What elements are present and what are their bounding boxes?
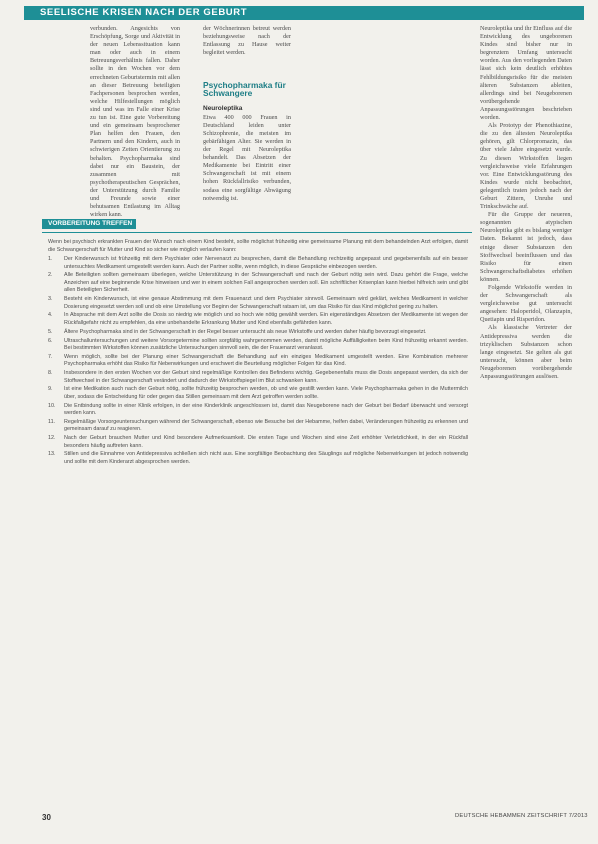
infobox-vorbereitung <box>42 232 472 809</box>
page-number: 30 <box>42 813 51 822</box>
column-right-paragraph-3: Für die Gruppe der neueren, sogenannten atypischen Neuroleptika gibt es bislang weniger Daten. Bekannt ist jedoch, dass einige dieser Substanzen den Stoffwechsel beeinflussen und das Risiko für einen Schwangerschaftsdiabetes erhöhen können. <box>480 211 572 283</box>
list-item-number: 9. <box>48 386 53 393</box>
list-item <box>42 272 468 295</box>
list-item-text: Ist eine Medikation auch nach der Geburt nötig, sollte frühzeitig besprochen werden, ob und wie gestillt werden kann. Viele Psychopharmaka gehen in die Muttermilch über, sodass die Entscheidung für oder gegen das Stillen gemeinsam mit dem Arzt getroffen werden sollte. <box>64 386 468 400</box>
subheading-neuroleptika: Neuroleptika <box>203 104 243 112</box>
list-item <box>42 329 468 337</box>
list-item-text: Insbesondere in den ersten Wochen vor der Geburt sind regelmäßige Kontrollen des Befindens wichtig. Gegebenenfalls muss die Dosis angepasst werden, da sich der Stoffwechsel in der Schwangerschaft verändert und dadurch der Wirkstoffspiegel im Blut schwanken kann. <box>64 370 468 384</box>
list-item-text: Stillen und die Einnahme von Antidepressiva schließen sich nicht aus. Eine sorgfältige Beobachtung des Säuglings auf mögliche Nebenwirkungen ist jedoch notwendig und sollte mit dem Kinderarzt abgesprochen werden. <box>64 451 468 466</box>
column-right-paragraph-4: Folgende Wirkstoffe werden in der Schwangerschaft als vergleichsweise gut untersucht angesehen: Haloperidol, Olanzapin, Quetiapin und Risperidon. <box>480 284 572 324</box>
column-right-paragraph-5: Als klassische Vertreter der Antidepressiva werden die trizyklischen Substanzen schon lange eingesetzt. Sie gelten als gut untersucht, können aber beim Neugeborenen vorübergehende Anpassungsstörungen auslösen. <box>480 324 572 381</box>
list-item-number: 12. <box>48 435 56 442</box>
section-header-title: SEELISCHE KRISEN NACH DER GEBURT <box>40 7 248 18</box>
list-item-number: 6. <box>48 337 53 344</box>
list-item-number: 1. <box>48 256 53 263</box>
list-item <box>42 312 468 327</box>
column-middle-paragraph: der Wöchnerinnen betreut werden beziehungsweise nach der Entlassung zu Hause weiter begleitet werden. <box>203 25 291 57</box>
list-item-text: Ältere Psychopharmaka sind in der Schwangerschaft in der Regel besser untersucht als neue Wirkstoffe und werden daher häufig bevorzugt eingesetzt. <box>64 328 427 335</box>
list-item-text: Der Kinderwunsch ist frühzeitig mit dem Psychiater oder Nervenarzt zu besprechen, damit die Behandlung rechtzeitig angepasst und gegebenenfalls auf ein besser untersuchtes Medikament umgestellt werden kann. Auch der Partner sollte, wenn möglich, in diese Gespräche einbezogen werden. <box>64 256 468 270</box>
list-item-number: 10. <box>48 402 56 409</box>
column-right-text <box>480 25 572 381</box>
infobox-label <box>42 219 136 229</box>
column-right-paragraph-2: Als Prototyp der Phenothiazine, die zu den ältesten Neuroleptika gehören, gilt Chlorpromazin, das über viele Jahre eingesetzt wurde. Zu diesen Wirkstoffen liegen vergleichsweise viele Erfahrungen vor. Eine Entwicklungsstörung des Kindes wurde nicht beobachtet, gelegentlich traten jedoch nach der Geburt Zittern, Unruhe und Trinkschwäche auf. <box>480 122 572 211</box>
list-item <box>42 451 468 466</box>
list-item <box>42 435 468 450</box>
section-header-bar <box>24 6 584 20</box>
list-item-number: 3. <box>48 296 53 303</box>
list-item <box>42 354 468 369</box>
column-right-paragraph-1: Neuroleptika und ihr Einfluss auf die Entwicklung des ungeborenen Kindes sind bisher nur in begrenztem Umfang untersucht worden. Aus den vorliegenden Daten lässt sich kein deutlich erhöhtes Fehlbildungsrisiko für die meisten älteren Substanzen ableiten, allerdings sind bei Neugeborenen vorübergehende Anpassungsstörungen beschrieben worden. <box>480 25 572 122</box>
section-title-psychopharmaka: Psychopharmaka für Schwangere <box>203 80 286 99</box>
list-item-text: Regelmäßige Vorsorgeuntersuchungen während der Schwangerschaft, ebenso wie Besuche bei der Hebamme, helfen dabei, Veränderungen frühzeitig zu erkennen und gemeinsam darauf zu reagieren. <box>64 418 468 433</box>
list-item-number: 7. <box>48 353 53 360</box>
journal-footer: DEUTSCHE HEBAMMEN ZEITSCHRIFT 7/2013 <box>455 813 588 819</box>
list-item <box>42 403 468 418</box>
infobox-intro: Wenn bei psychisch erkrankten Frauen der Wunsch nach einem Kind besteht, sollte möglichst frühzeitig eine gemeinsame Planung mit dem behandelnden Arzt erfolgen, damit die Schwangerschaft für Mutter und Kind so sicher wie möglich verlaufen kann: <box>48 239 468 253</box>
list-item-number: 2. <box>48 272 53 279</box>
list-item <box>42 386 468 401</box>
list-item-text: Nach der Geburt brauchen Mutter und Kind besondere Aufmerksamkeit. Die ersten Tage und Wochen sind eine Zeit erhöhter Verletzlichkeit, in der ein Rückfall besonders häufig auftreten kann. <box>64 435 468 449</box>
list-item-text: Ultraschalluntersuchungen und weitere Vorsorgetermine sollten sorgfältig wahrgenommen werden, damit mögliche Auffälligkeiten beim Kind frühzeitig erkannt werden. Bei bestimmten Wirkstoffen können zusätzliche Untersuchungen sinnvoll sein, die der Frauenarzt veranlasst. <box>64 337 468 352</box>
neuroleptika-paragraph: Etwa 400 000 Frauen in Deutschland leiden unter Schizophrenie, die meisten im gebärfähigen Alter. Sie werden in der Regel mit Neuroleptika behandelt. Das Absetzen der Medikamente bei Eintritt einer Schwangerschaft ist mit einem hohen Rückfallrisiko verbunden, sodass eine sorgfältige Abwägung notwendig ist. <box>203 113 291 202</box>
column-left-text <box>90 25 180 219</box>
list-item-text: Wenn möglich, sollte bei der Planung einer Schwangerschaft die Behandlung auf ein einziges Medikament umgestellt werden. Eine Kombination mehrerer Psychopharmaka erhöht das Risiko für Nebenwirkungen und erschwert die Beurteilung möglicher Folgen für das Kind. <box>64 353 468 368</box>
column-middle-text <box>203 25 291 203</box>
list-item <box>42 296 468 311</box>
list-item <box>42 370 468 385</box>
list-item <box>42 419 468 434</box>
list-item <box>42 256 468 271</box>
column-left-paragraph: verbunden. Angesichts von Erschöpfung, Sorge und Aktivität in der neuen Lebenssituation kann man oder auch in einem Betreuungsverhältnis fallen. Daher sollte in den Wochen vor dem errechneten Geburtstermin mit allen an dieser Betreuung beteiligten Fachpersonen besprochen werden, welche Hilfestellungen möglich sind und was im Falle einer Krise zu tun ist. Eine gute Vorbereitung und ein gemeinsam besprochener Plan helfen den Frauen, den Partnern und den Kindern, auch in schwierigen Zeiten Orientierung zu behalten. Psychopharmaka sind dabei nur ein Baustein, der zusammen mit psychotherapeutischen Gesprächen, der Unterstützung durch Familie und Freunde sowie einer behutsamen Entlastung im Alltag wirken kann. <box>90 25 180 219</box>
list-item-number: 13. <box>48 451 56 458</box>
list-item <box>42 338 468 353</box>
infobox-list <box>42 256 472 466</box>
infobox-label-text: VORBEREITUNG TREFFEN <box>48 220 133 227</box>
list-item-number: 8. <box>48 370 53 377</box>
list-item-text: Alle Beteiligten sollten gemeinsam überlegen, welche Unterstützung in der Schwangerschaft und nach der Geburt nötig sein wird. Dazu gehört die Frage, welche Anzeichen auf eine beginnende Krise hinweisen und wer in einem solchen Fall angesprochen werden soll. Ein schriftlicher Krisenplan kann hierbei hilfreich sein und gibt allen Beteiligten Sicherheit. <box>64 272 468 294</box>
list-item-text: Besteht ein Kinderwunsch, ist eine genaue Abstimmung mit dem Frauenarzt und dem Psychiater sinnvoll. Gemeinsam wird geklärt, welches Medikament in welcher Dosierung eingesetzt werden soll und ob eine Umstellung vor Beginn der Schwangerschaft ratsam ist, um das Risiko für das Kind möglichst gering zu halten. <box>64 296 468 310</box>
list-item-number: 4. <box>48 312 53 319</box>
list-item-text: In Absprache mit dem Arzt sollte die Dosis so niedrig wie möglich und so hoch wie nötig gewählt werden. Ein eigenständiges Absetzen der Medikamente ist wegen der Rückfallgefahr nicht zu empfehlen, da eine unbehandelte Erkrankung Mutter und Kind ebenfalls gefährden kann. <box>64 312 468 327</box>
list-item-text: Die Entbindung sollte in einer Klinik erfolgen, in der eine Kinderklinik angeschlossen ist, damit das Neugeborene nach der Geburt bei Bedarf überwacht und versorgt werden kann. <box>64 402 468 417</box>
list-item-number: 5. <box>48 328 53 335</box>
list-item-number: 11. <box>48 418 56 425</box>
